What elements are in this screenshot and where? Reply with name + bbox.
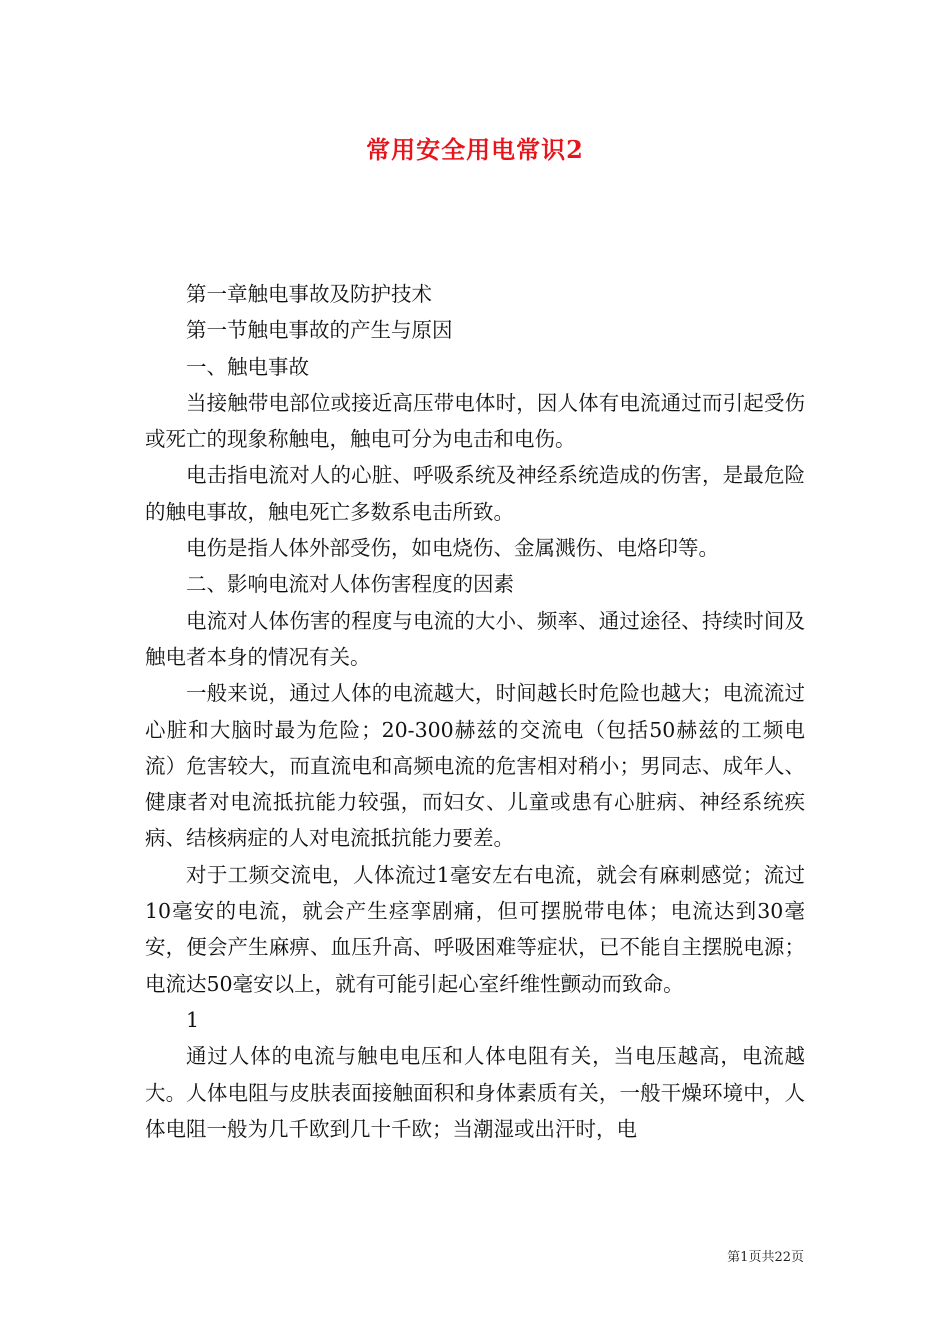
paragraph: 电流对人体伤害的程度与电流的大小、频率、通过途径、持续时间及触电者本身的情况有关。 bbox=[145, 608, 805, 669]
paragraph: 一般来说，通过人体的电流越大，时间越长时危险也越大；电流流过心脏和大脑时最为危险；20-300赫兹的交流电（包括50赫兹的工频电流）危害较大，而直流电和高频电流的危害相对稍小；男同志、成年人、健康者对电流抵抗能力较强，而妇女、儿童或患有心脏病、神经系统疾病、结核病症的人对电流抵抗能力要差。 bbox=[145, 681, 805, 851]
inline-page-number: 1 bbox=[186, 1007, 200, 1032]
section-heading: 第一节触电事故的产生与原因 bbox=[186, 318, 453, 343]
subsection-heading: 二、影响电流对人体伤害程度的因素 bbox=[186, 572, 514, 597]
chapter-heading: 第一章触电事故及防护技术 bbox=[186, 282, 432, 306]
subsection-heading: 一、触电事故 bbox=[186, 354, 309, 379]
paragraph: 电伤是指人体外部受伤，如电烧伤、金属溅伤、电烙印等。 bbox=[186, 536, 719, 561]
document-title: 常用安全用电常识2 bbox=[366, 135, 584, 164]
paragraph: 当接触带电部位或接近高压带电体时，因人体有电流通过而引起受伤或死亡的现象称触电，触电可分为电击和电伤。 bbox=[145, 390, 805, 452]
page-footer: 第1页共22页 bbox=[727, 1250, 804, 1265]
document-body bbox=[145, 276, 805, 1147]
paragraph: 通过人体的电流与触电电压和人体电阻有关，当电压越高，电流越大。人体电阻与皮肤表面接触面积和身体素质有关，一般干燥环境中，人体电阻一般为几千欧到几十千欧；当潮湿或出汗时，电 bbox=[145, 1044, 805, 1141]
paragraph: 电击指电流对人的心脏、呼吸系统及神经系统造成的伤害，是最危险的触电事故，触电死亡多数系电击所致。 bbox=[145, 463, 805, 524]
paragraph: 对于工频交流电，人体流过1毫安左右电流，就会有麻刺感觉；流过10毫安的电流，就会产生痉挛剧痛，但可摆脱带电体；电流达到30毫安，便会产生麻痹、血压升高、呼吸困难等症状，已不能自主摆脱电源；电流达50毫安以上，就有可能引起心室纤维性颤动而致命。 bbox=[145, 862, 805, 996]
